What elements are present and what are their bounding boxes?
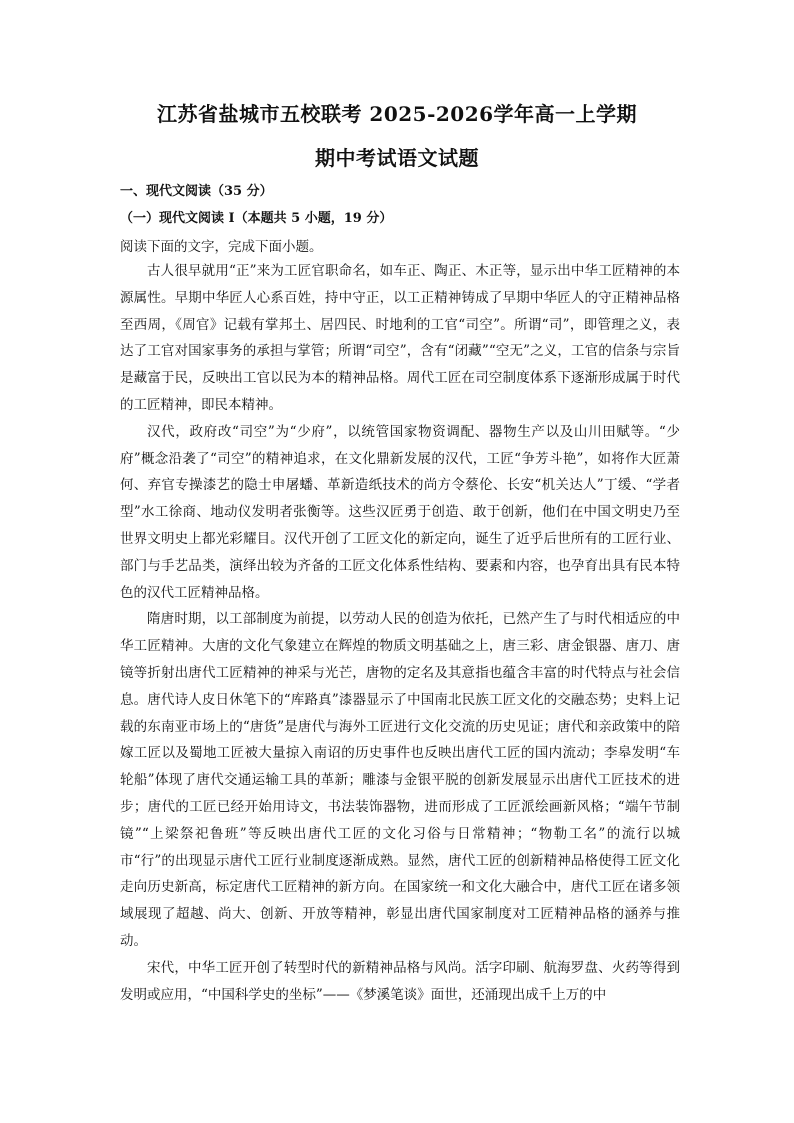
reading-instruction: 阅读下面的文字，完成下面小题。 [120, 239, 323, 255]
document-title: 江苏省盐城市五校联考 2025-2026学年高一上学期 [156, 102, 638, 126]
document-subtitle: 期中考试语文试题 [315, 146, 479, 170]
passage-paragraph: 宋代，中华工匠开创了转型时代的新精神品格与风尚。活字印刷、航海罗盘、火药等得到发明或应用，“中国科学史的坐标”——《梦溪笔谈》面世，还涌现出成千上万的中 [120, 959, 680, 1003]
passage-paragraph: 隋唐时期，以工部制度为前提，以劳动人民的创造为依托，已然产生了与时代相适应的中华工匠精神。大唐的文化气象建立在辉煌的物质文明基础之上，唐三彩、唐金银器、唐刀、唐镜等折射出唐代工匠精神的神采与光芒，唐物的定名及其意指也蕴含丰富的时代特点与社会信息。唐代诗人皮日休笔下的“库路真”漆器显示了中国南北民族工匠文化的交融态势；史料上记载的东南亚市场上的“唐货”是唐代与海外工匠进行文化交流的历史见证；唐代和亲政策中的陪嫁工匠以及蜀地工匠被大量掠入南诏的历史事件也反映出唐代工匠的国内流动；李皋发明“车轮船”体现了唐代交通运输工具的革新；雕漆与金银平脱的创新发展显示出唐代工匠技术的进步；唐代的工匠已经开始用诗文，书法装饰器物，进而形成了工匠派绘画新风格；“端午节制镜”“上梁祭祀鲁班”等反映出唐代工匠的文化习俗与日常精神；“物勒工名”的流行以城市“行”的出现显示唐代工匠行业制度逐渐成熟。显然，唐代工匠的创新精神品格使得工匠文化走向历史新高，标定唐代工匠精神的新方向。在国家统一和文化大融合中，唐代工匠在诸多领域展现了超越、尚大、创新、开放等精神，彰显出唐代国家制度对工匠精神品格的涵养与推动。 [120, 611, 680, 949]
section-heading: 一、现代文阅读（35 分） [120, 184, 273, 199]
subsection-heading: （一）现代文阅读 Ⅰ（本题共 5 小题，19 分） [120, 211, 393, 226]
passage-paragraph: 古人很早就用“正”来为工匠官职命名，如车正、陶正、木正等，显示出中华工匠精神的本源属性。早期中华匠人心系百姓，持中守正，以工正精神铸成了早期中华匠人的守正精神品格至西周，《周官》记载有掌邦土、居四民、时地利的工官“司空”。所谓“司”，即管理之义，表达了工官对国家事务的承担与掌管；所谓“司空”，含有“闭藏”“空无”之义，工官的信条与宗旨是藏富于民，反映出工官以民为本的精神品格。周代工匠在司空制度体系下逐渐形成属于时代的工匠精神，即民本精神。 [120, 263, 680, 413]
passage-paragraph: 汉代，政府改“司空”为“少府”，以统管国家物资调配、器物生产以及山川田赋等。“少府”概念沿袭了“司空”的精神追求，在文化鼎新发展的汉代，工匠“争芳斗艳”，如将作大匠萧何、弃官专操漆艺的隐士申屠蟠、革新造纸技术的尚方令蔡伦、长安“机关达人”丁缓、“学者型”水工徐商、地动仪发明者张衡等。这些汉匠勇于创造、敢于创新，他们在中国文明史乃至世界文明史上都光彩耀目。汉代开创了工匠文化的新定向，诞生了近乎后世所有的工匠行业、部门与手艺品类，演绎出较为齐备的工匠文化体系性结构、要素和内容，也孕育出具有民本特色的汉代工匠精神品格。 [120, 423, 680, 601]
reading-passage [120, 258, 680, 1008]
